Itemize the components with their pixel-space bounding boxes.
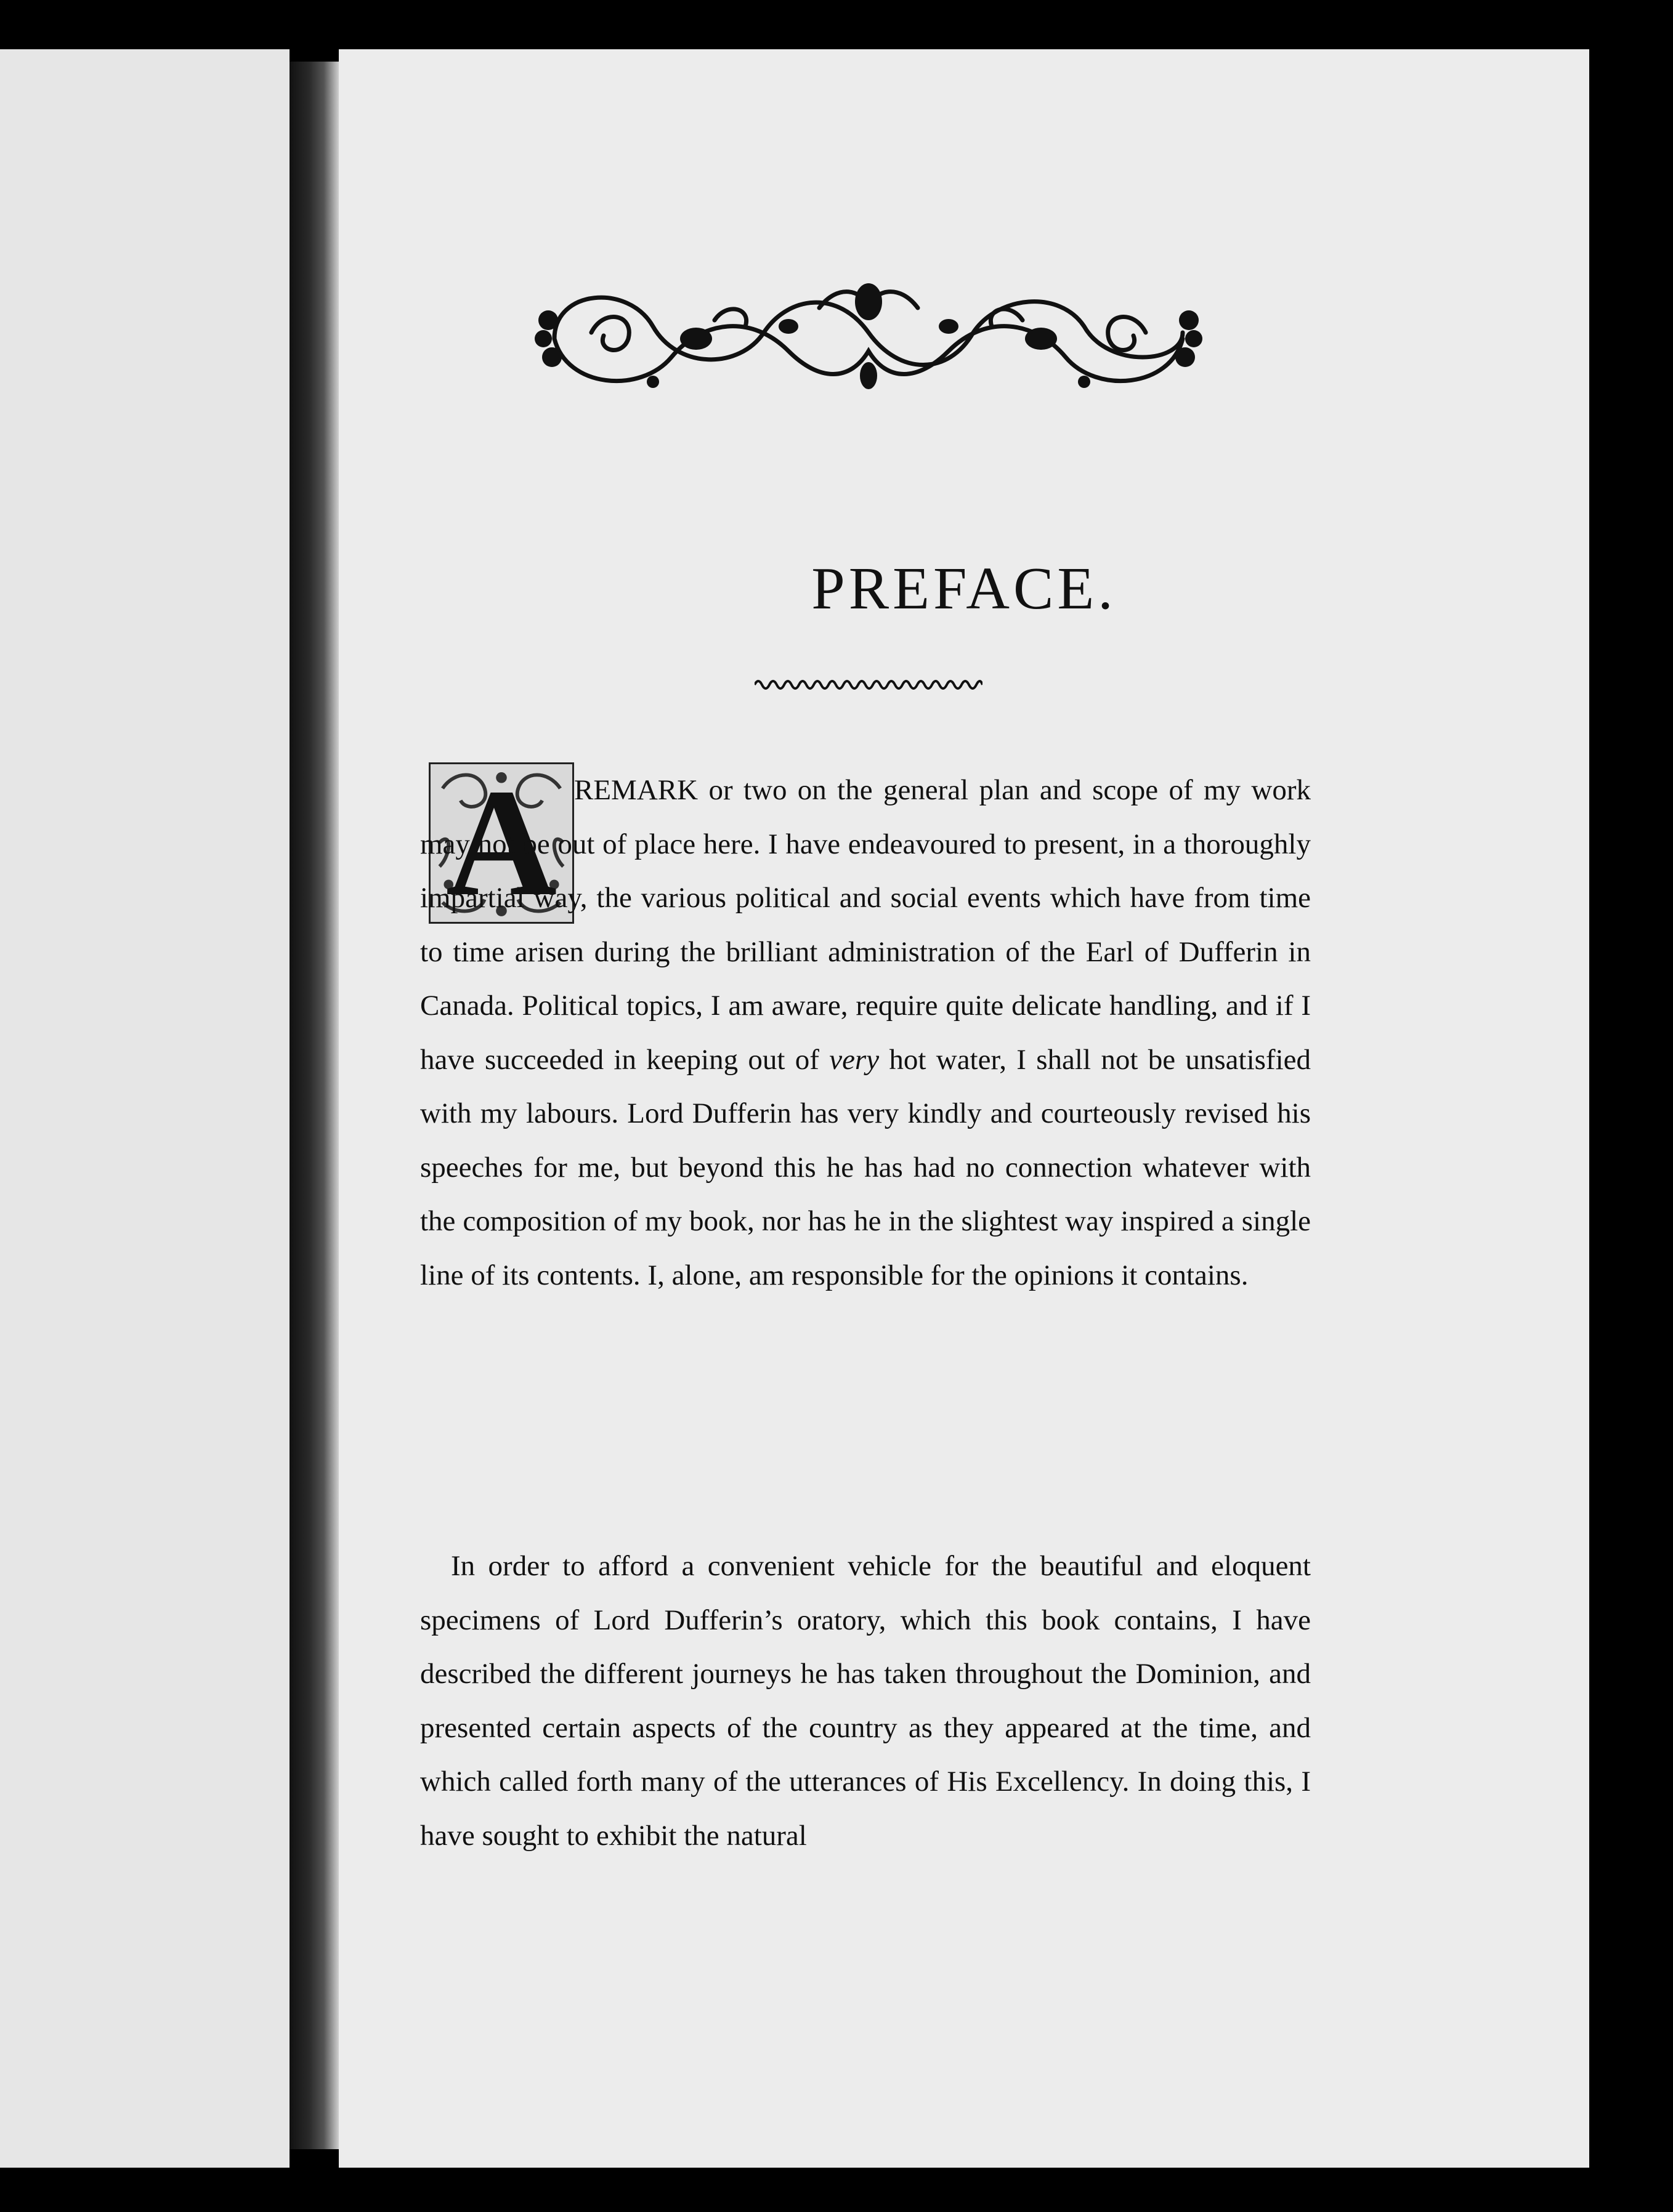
floral-scroll-headpiece-icon bbox=[530, 265, 1207, 406]
paragraph-1-text-b: hot water, I shall not be unsatisfied with my labours. Lord Dufferin has very kindly and courteously revised his speeches for me, but beyond this he has had no connection whatever with the composition of my book, nor has he in the slightest way inspired a single line of its contents. I, alone, am responsible for the opinions it contains. bbox=[420, 1043, 1311, 1291]
paragraph-1-italic: very bbox=[829, 1043, 880, 1076]
paragraph-2: In order to afford a convenient vehicle for the beautiful and eloquent specimens of Lord Dufferin’s oratory, which this book contains, I have described the different journeys he has taken throughout the Dominion, and presented certain aspects of the country as they appeared at the time, and which called forth many of the utterances of His Excellency. In doing this, I have sought to exhibit the natural bbox=[420, 1550, 1311, 1852]
paragraph-1 bbox=[420, 764, 1311, 1302]
book-fold-shadow bbox=[290, 62, 339, 2149]
drop-cap-letter: A bbox=[445, 762, 557, 924]
wavy-rule-icon bbox=[755, 676, 982, 693]
left-page bbox=[0, 49, 290, 2168]
paragraph-1-text-a: REMARK or two on the general plan and scope of my work may not be out of place here. I have endeavoured to present, in a thoroughly impartial way, the various political and social events which have from time to time arisen during the brilliant administration of the Earl of Dufferin in Canada. Political topics, I am aware, require quite delicate handling, and if I have succeeded in keeping out of bbox=[420, 774, 1311, 1076]
page-title: PREFACE. bbox=[811, 555, 1117, 622]
